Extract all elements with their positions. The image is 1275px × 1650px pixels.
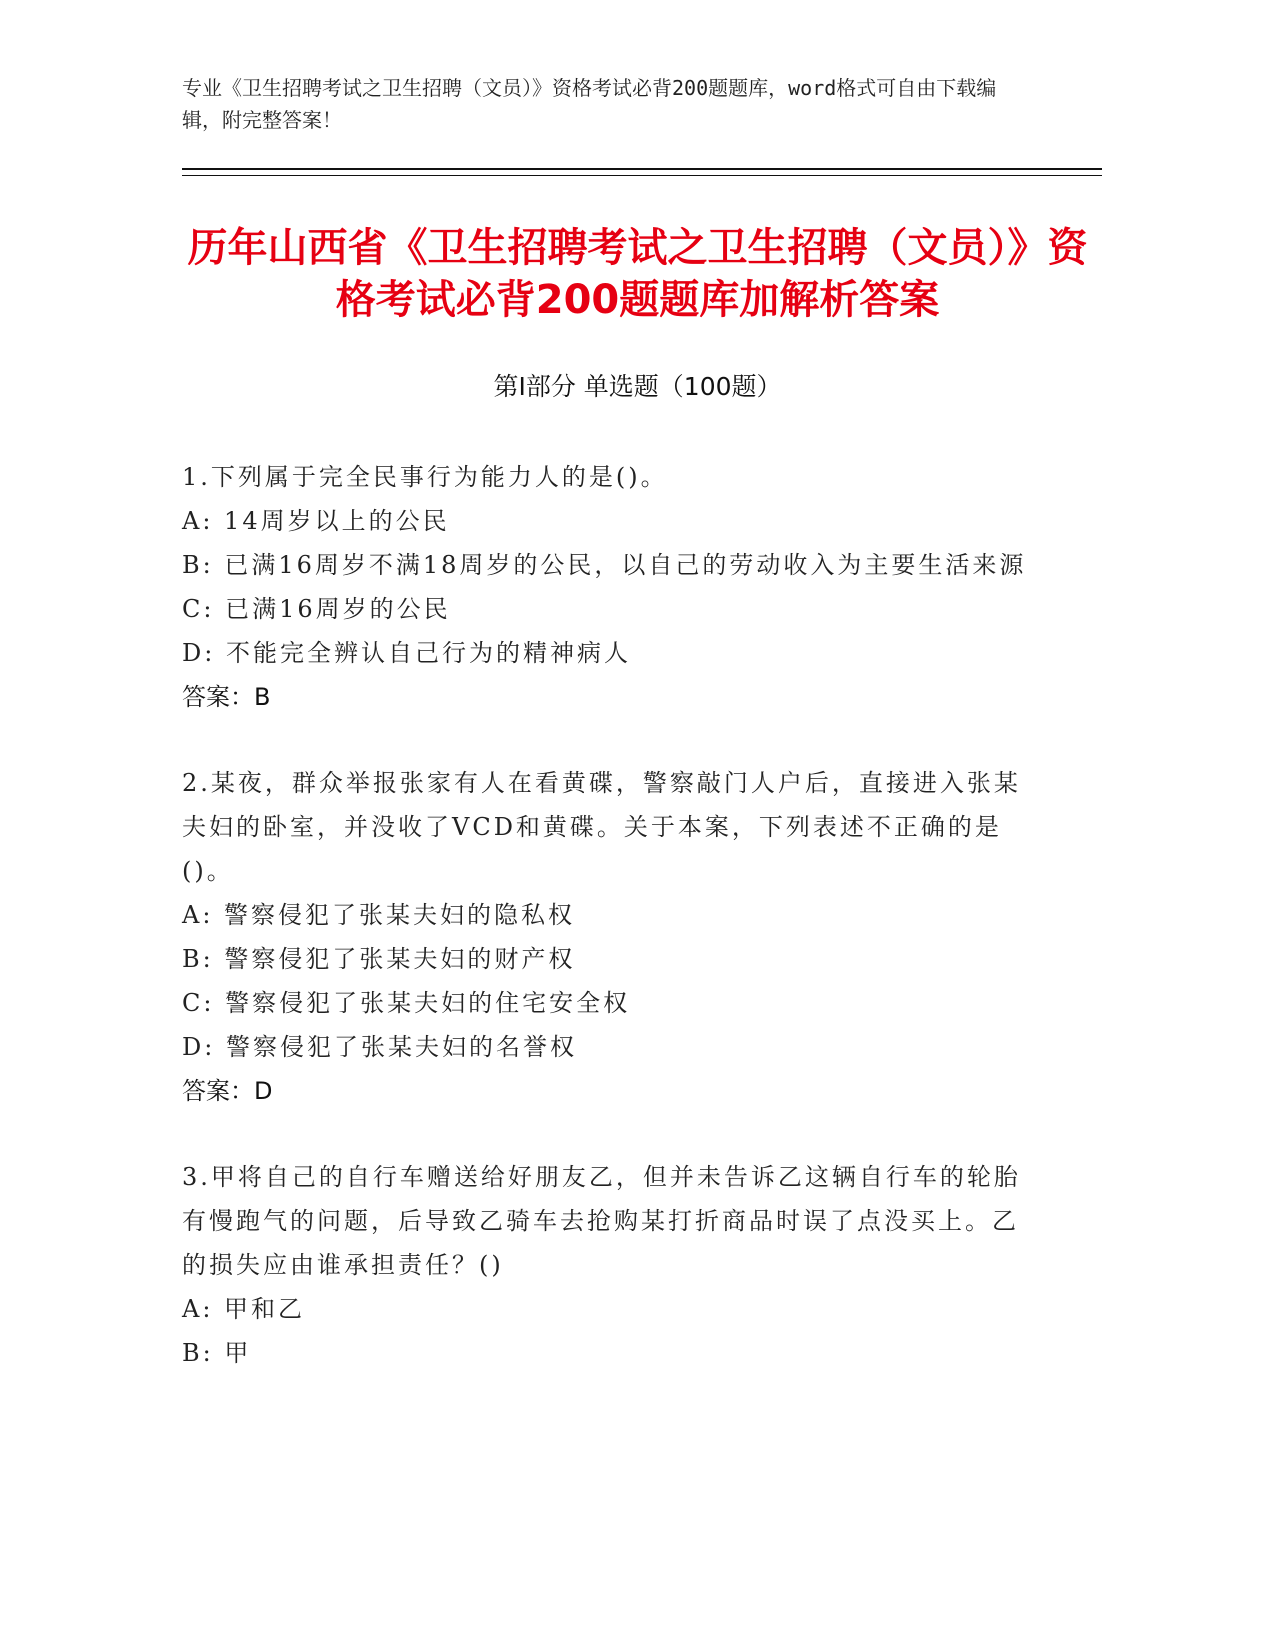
option-d: D: 警察侵犯了张某夫妇的名誉权 (182, 1033, 577, 1061)
answer: 答案：B (182, 683, 271, 711)
answer: 答案：D (182, 1077, 273, 1105)
option-c: C: 警察侵犯了张某夫妇的住宅安全权 (182, 989, 631, 1017)
question-1 (182, 455, 1032, 719)
question-list (182, 455, 1032, 1417)
header-note: 专业《卫生招聘考试之卫生招聘（文员）》资格考试必背200题题库，word格式可自由下载编辑，附完整答案！ (182, 76, 997, 132)
question-3 (182, 1155, 1032, 1375)
option-b: B: 警察侵犯了张某夫妇的财产权 (182, 945, 576, 973)
header-rule-thin (182, 175, 1102, 176)
option-c: C: 已满16周岁的公民 (182, 595, 451, 623)
option-d: D: 不能完全辨认自己行为的精神病人 (182, 639, 631, 667)
option-b: B: 已满16周岁不满18周岁的公民，以自己的劳动收入为主要生活来源 (182, 551, 1027, 579)
document-title: 历年山西省《卫生招聘考试之卫生招聘（文员）》资格考试必背200题题库加解析答案 (187, 225, 1088, 323)
option-b: B: 甲 (182, 1339, 252, 1367)
section-title: 第Ⅰ部分 单选题（100题） (493, 372, 782, 401)
question-2 (182, 761, 1032, 1113)
question-stem: 3.甲将自己的自行车赠送给好朋友乙，但并未告诉乙这辆自行车的轮胎有慢跑气的问题，后导致乙骑车去抢购某打折商品时误了点没买上。乙的损失应由谁承担责任？() (182, 1163, 1021, 1279)
question-stem: 1.下列属于完全民事行为能力人的是()。 (182, 463, 668, 491)
header-rule-thick (182, 168, 1102, 170)
option-a: A: 警察侵犯了张某夫妇的隐私权 (182, 901, 576, 929)
option-a: A: 甲和乙 (182, 1295, 306, 1323)
option-a: A: 14周岁以上的公民 (182, 507, 450, 535)
question-stem: 2.某夜，群众举报张家有人在看黄碟，警察敲门人户后，直接进入张某夫妇的卧室，并没收了VCD和黄碟。关于本案，下列表述不正确的是()。 (182, 769, 1021, 885)
